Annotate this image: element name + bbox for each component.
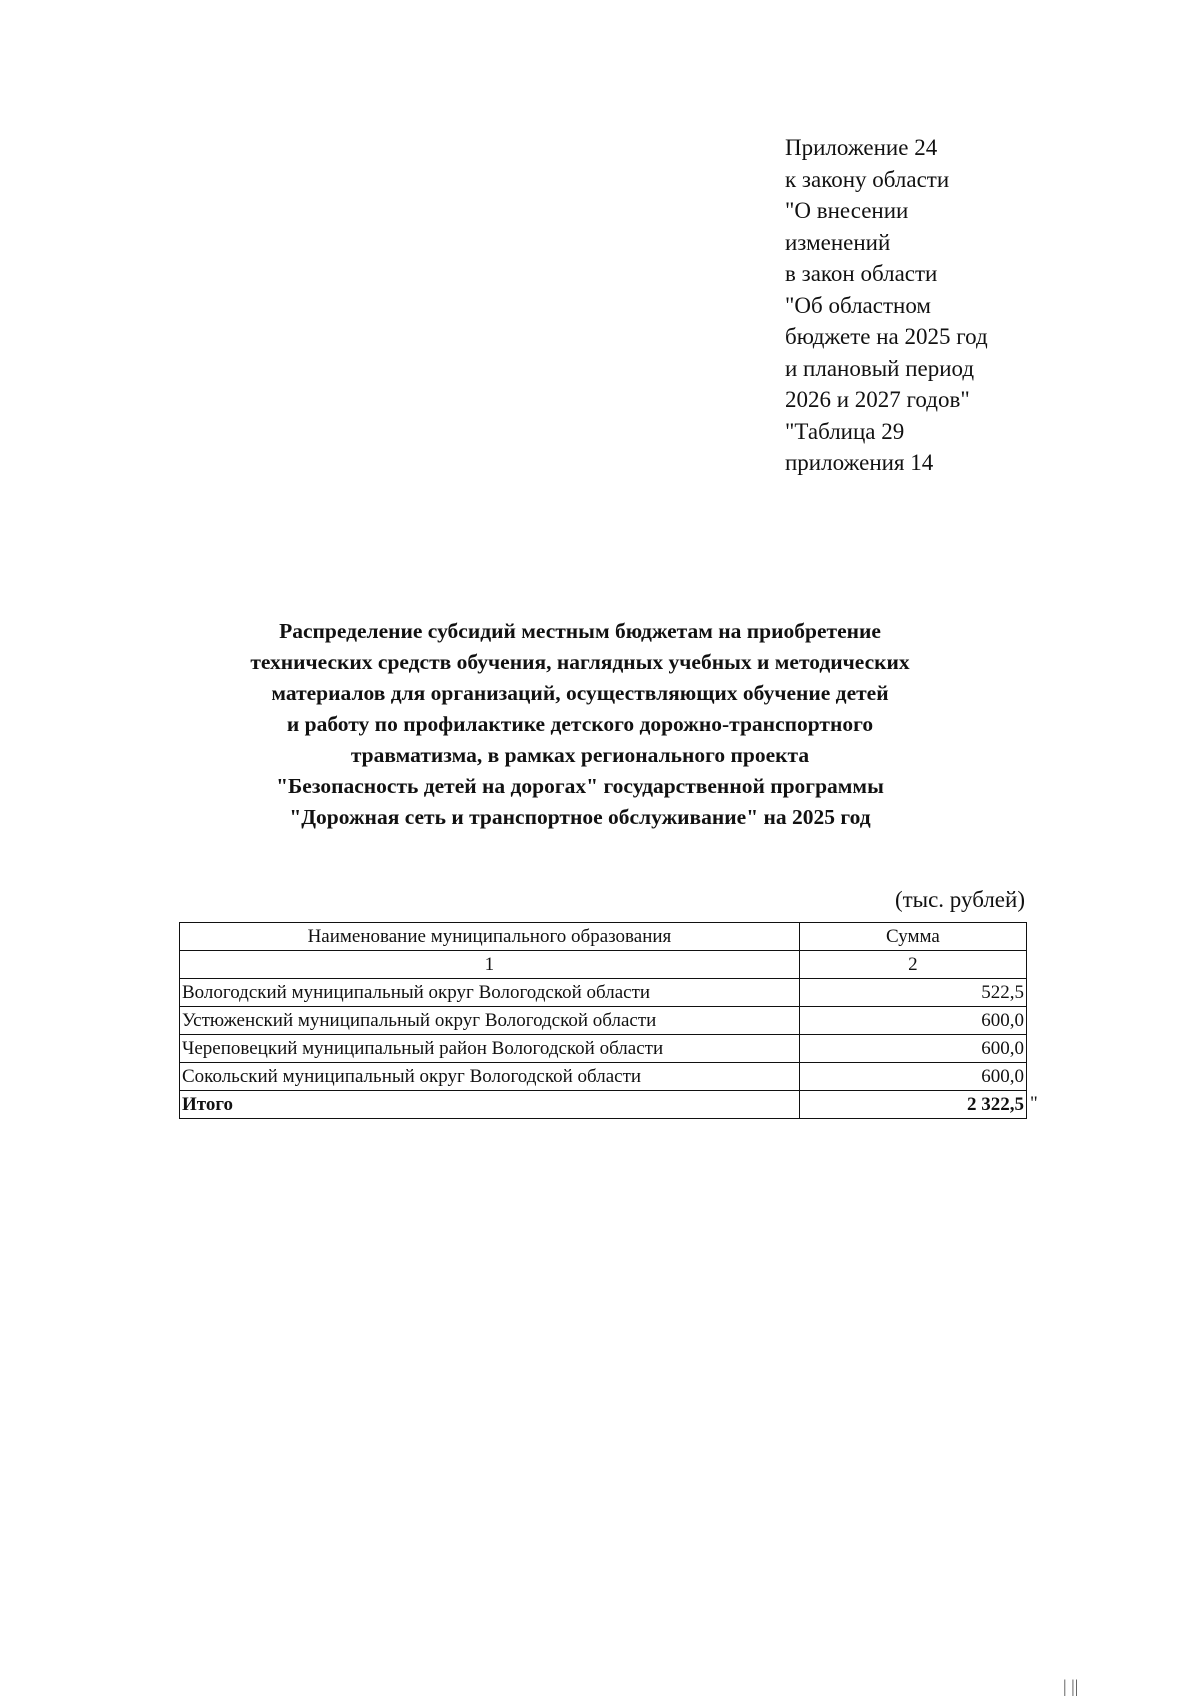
annex-line: приложения 14 [785,450,934,475]
annex-line: изменений [785,229,891,255]
municipality-name: Устюженский муниципальный округ Вологодской области [180,1007,800,1035]
title-line: Распределение субсидий местным бюджетам на приобретение [279,619,881,643]
total-amount: 2 322,5 [799,1091,1026,1119]
column-number: 1 [180,951,800,979]
column-number-row [180,951,1027,979]
table-header-row [180,923,1027,951]
municipality-name: Сокольский муниципальный округ Вологодской области [180,1063,800,1091]
annex-line: Приложение 24 [785,135,938,160]
document-title [150,616,1010,833]
subsidy-amount: 600,0 [799,1007,1026,1035]
title-line: "Дорожная сеть и транспортное обслуживание" на 2025 год [289,805,871,829]
closing-quote: " [1030,1093,1038,1114]
subsidies-table [179,922,1027,1119]
header-name: Наименование муниципального образования [180,923,800,951]
municipality-name: Вологодский муниципальный округ Вологодской области [180,979,800,1007]
title-line: и работу по профилактике детского дорожно-транспортного [286,712,874,736]
title-line: травматизма, в рамках регионального проекта [350,743,810,767]
subsidy-amount: 600,0 [799,1035,1026,1063]
annex-line: и плановый период [785,355,975,381]
annex-line: бюджете на 2025 год [785,324,988,349]
total-label: Итого [180,1091,800,1119]
annex-line: в закон области [785,261,938,286]
table-row [180,1035,1027,1063]
title-line: материалов для организаций, осуществляющих обучение детей [271,681,889,705]
page-mark: | || [1063,1676,1079,1696]
column-number: 2 [799,951,1026,979]
units-label: (тыс. рублей) [894,887,1025,912]
subsidy-amount: 522,5 [799,979,1026,1007]
table-row [180,979,1027,1007]
annex-line: "Таблица 29 [785,418,905,444]
header-amount: Сумма [799,923,1026,951]
subsidy-amount: 600,0 [799,1063,1026,1091]
table-row [180,1007,1027,1035]
annex-line: "О внесении [785,198,909,223]
table-row [180,1063,1027,1091]
title-line: технических средств обучения, наглядных учебных и методических [250,650,910,674]
annex-line: "Об областном [785,292,931,318]
total-row [180,1091,1027,1119]
annex-reference [785,132,1045,479]
municipality-name: Череповецкий муниципальный район Вологодской области [180,1035,800,1063]
annex-line: 2026 и 2027 годов" [785,387,970,412]
annex-line: к закону области [785,166,950,192]
title-line: "Безопасность детей на дорогах" государственной программы [276,774,884,798]
